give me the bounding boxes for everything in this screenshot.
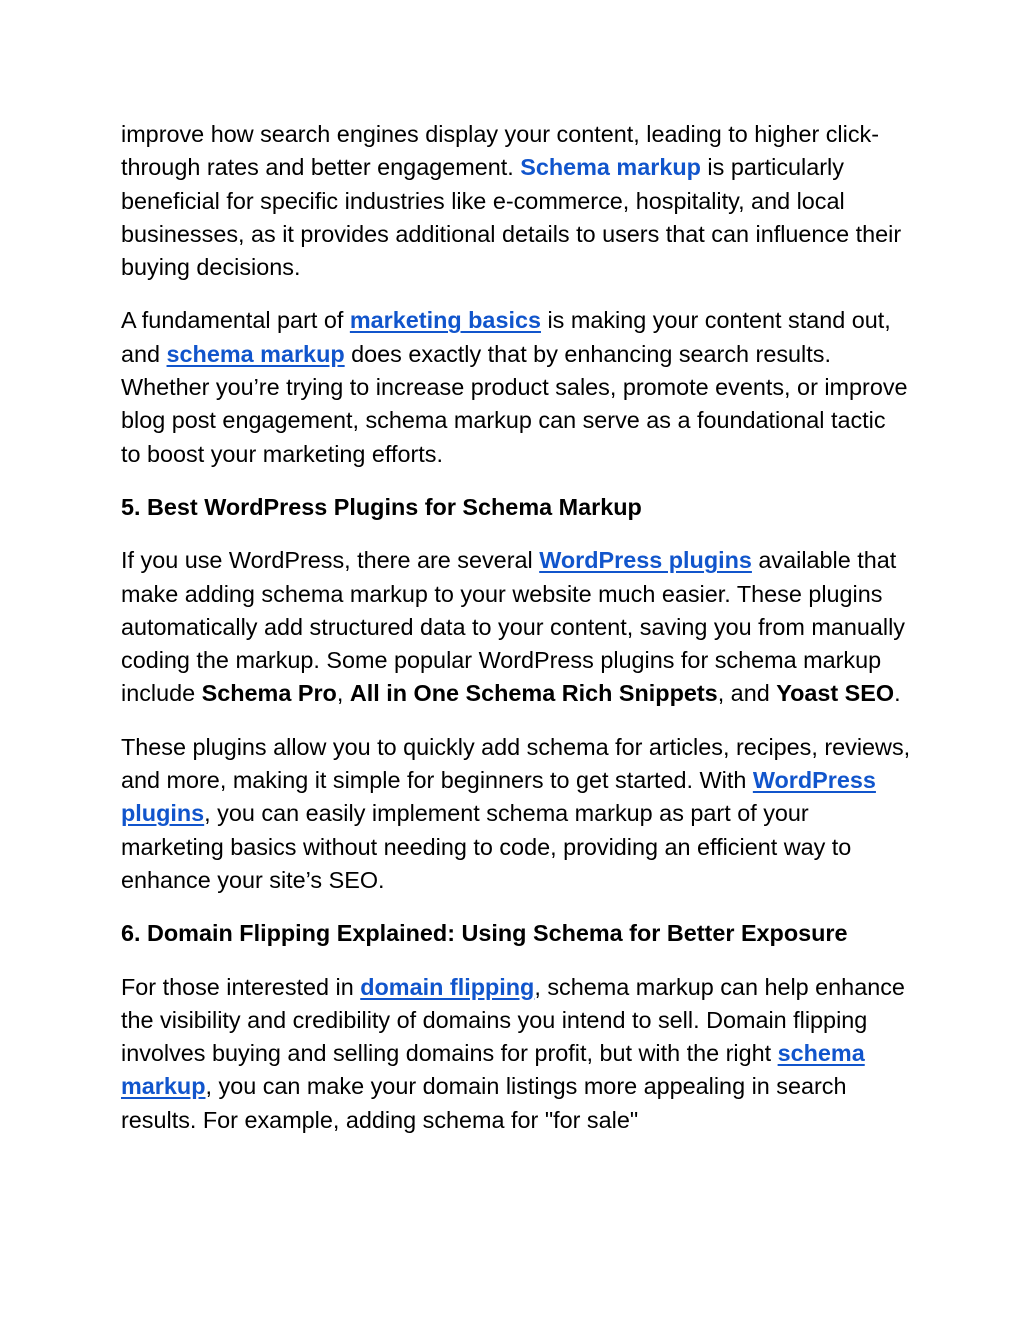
text-span: , schema markup can help enhance the visibility and credibility of domains you intend to sell. Domain flipping involves buying and selling domains for profit, but with the right [121,973,905,1067]
paragraph-marketing-basics [121,304,911,470]
text-span: For those interested in [121,973,361,1000]
text-span: . [894,680,901,707]
text-span: does exactly that by enhancing search results. Whether you’re trying to increase product sales, promote events, or improve blog post engagement, schema markup can serve as a foundational tactic to boost your marketing efforts. [121,340,908,467]
paragraph-plugins-allow [121,731,911,897]
text-span: A fundamental part of [121,307,350,334]
text-span: , you can make your domain listings more appealing in search results. For example, adding schema for "for sale" [121,1073,847,1133]
heading-wordpress-plugins: 5. Best WordPress Plugins for Schema Markup [121,493,642,520]
link-domain-flipping[interactable]: domain flipping [360,973,535,1000]
link-schema-markup-3[interactable]: schema markup [121,1040,865,1100]
text-span: These plugins allow you to quickly add schema for articles, recipes, reviews, and more, making it simple for beginners to get started. With [121,733,911,794]
bold-schema-pro: Schema Pro [201,680,337,707]
paragraph-domain-flipping [121,971,911,1137]
link-wordpress-plugins[interactable]: WordPress plugins [539,547,752,574]
text-span: , and [717,680,777,707]
text-span: available that make adding schema markup to your website much easier. These plugins automatically add structured data to your content, saving you from manually coding the markup. Some popular WordPress plugins for schema markup include [121,547,905,707]
text-span: is particularly beneficial for specific industries like e-commerce, hospitality, and local businesses, as it provides additional details to users that can influence their buying decisions. [121,154,902,281]
text-span: If you use WordPress, there are several [121,547,540,574]
text-span: , you can easily implement schema markup as part of your marketing basics without needing to code, providing an efficient way to enhance your site’s SEO. [121,800,852,893]
text-span: improve how search engines display your content, leading to higher click-through rates and better engagement. [121,121,880,181]
text-span: is making your content stand out, and [121,307,891,367]
link-wordpress-plugins-2[interactable]: WordPress plugins [121,767,876,827]
bold-all-in-one: All in One Schema Rich Snippets [349,680,718,707]
link-schema-markup[interactable]: Schema markup [520,154,701,181]
document-page [121,118,911,1157]
bold-yoast-seo: Yoast SEO [776,680,895,707]
text-span: , [336,680,350,707]
paragraph-wordpress-plugins [121,544,911,710]
link-schema-markup-2[interactable]: schema markup [166,340,345,367]
heading-domain-flipping: 6. Domain Flipping Explained: Using Schema for Better Exposure [121,920,848,947]
paragraph-schema-benefits [121,118,911,284]
link-marketing-basics[interactable]: marketing basics [349,307,541,334]
